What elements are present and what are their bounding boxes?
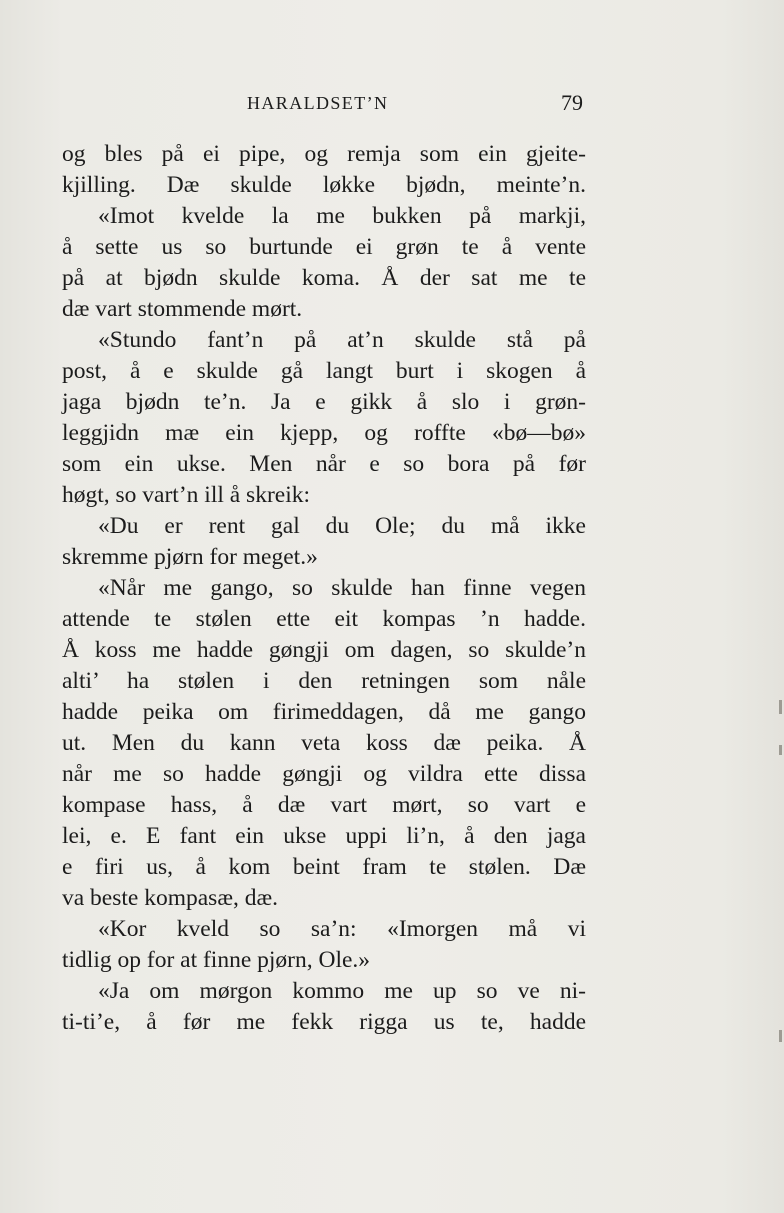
text-line: «Når me gango, so skulde han finne vegen	[98, 575, 586, 601]
text-line: høgt, so vart’n ill å skreik:	[62, 482, 311, 508]
body-text	[62, 139, 586, 1038]
text-line: attende te stølen ette eit kompas ’n hadde.	[62, 606, 586, 632]
text-line: skremme pjørn for meget.»	[62, 544, 318, 570]
text-line: «Ja om mørgon kommo me up so ve ni-	[98, 978, 586, 1004]
text-line: ut. Men du kann veta koss dæ peika. Å	[62, 730, 586, 756]
text-line: jaga bjødn te’n. Ja e gikk å slo i grøn-	[62, 389, 586, 415]
text-line: som ein ukse. Men når e so bora på før	[62, 451, 586, 477]
text-line: lei, e. E fant ein ukse uppi li’n, å den jaga	[62, 823, 586, 849]
text-line: alti’ ha stølen i den retningen som nåle	[62, 668, 586, 694]
text-line: «Stundo fant’n på at’n skulde stå på	[98, 327, 586, 353]
text-line: dæ vart stommende mørt.	[62, 296, 303, 322]
text-line: når me so hadde gøngji og vildra ette dissa	[62, 761, 586, 787]
text-line: «Du er rent gal du Ole; du må ikke	[98, 513, 586, 539]
page-number: 79	[561, 90, 583, 115]
text-line: Å koss me hadde gøngji om dagen, so skulde’n	[62, 637, 586, 663]
text-line: på at bjødn skulde koma. Å der sat me te	[62, 265, 586, 291]
text-line: hadde peika om firimeddagen, då me gango	[62, 699, 586, 725]
text-line: tidlig op for at finne pjørn, Ole.»	[62, 947, 371, 973]
text-line: kjilling. Dæ skulde løkke bjødn, meinte’n.	[62, 172, 586, 198]
scan-edge-mark	[779, 700, 782, 714]
text-line: «Kor kveld so sa’n: «Imorgen må vi	[98, 916, 586, 942]
text-line: va beste kompasæ, dæ.	[62, 885, 279, 911]
scan-edge-mark	[779, 1030, 782, 1042]
text-line: «Imot kvelde la me bukken på markji,	[98, 203, 586, 229]
text-line: e firi us, å kom beint fram te stølen. Dæ	[62, 854, 586, 880]
text-line: kompase hass, å dæ vart mørt, so vart e	[62, 792, 586, 818]
text-line: å sette us so burtunde ei grøn te å vente	[62, 234, 586, 260]
text-line: og bles på ei pipe, og remja som ein gjeite-	[62, 141, 586, 167]
running-head: HARALDSET’N	[247, 93, 389, 113]
text-line: post, å e skulde gå langt burt i skogen å	[62, 358, 586, 384]
scan-edge-mark	[779, 745, 782, 755]
text-line: ti-ti’e, å før me fekk rigga us te, hadde	[62, 1009, 586, 1035]
page-header	[247, 90, 583, 120]
text-line: leggjidn mæ ein kjepp, og roffte «bø—bø»	[62, 420, 586, 446]
